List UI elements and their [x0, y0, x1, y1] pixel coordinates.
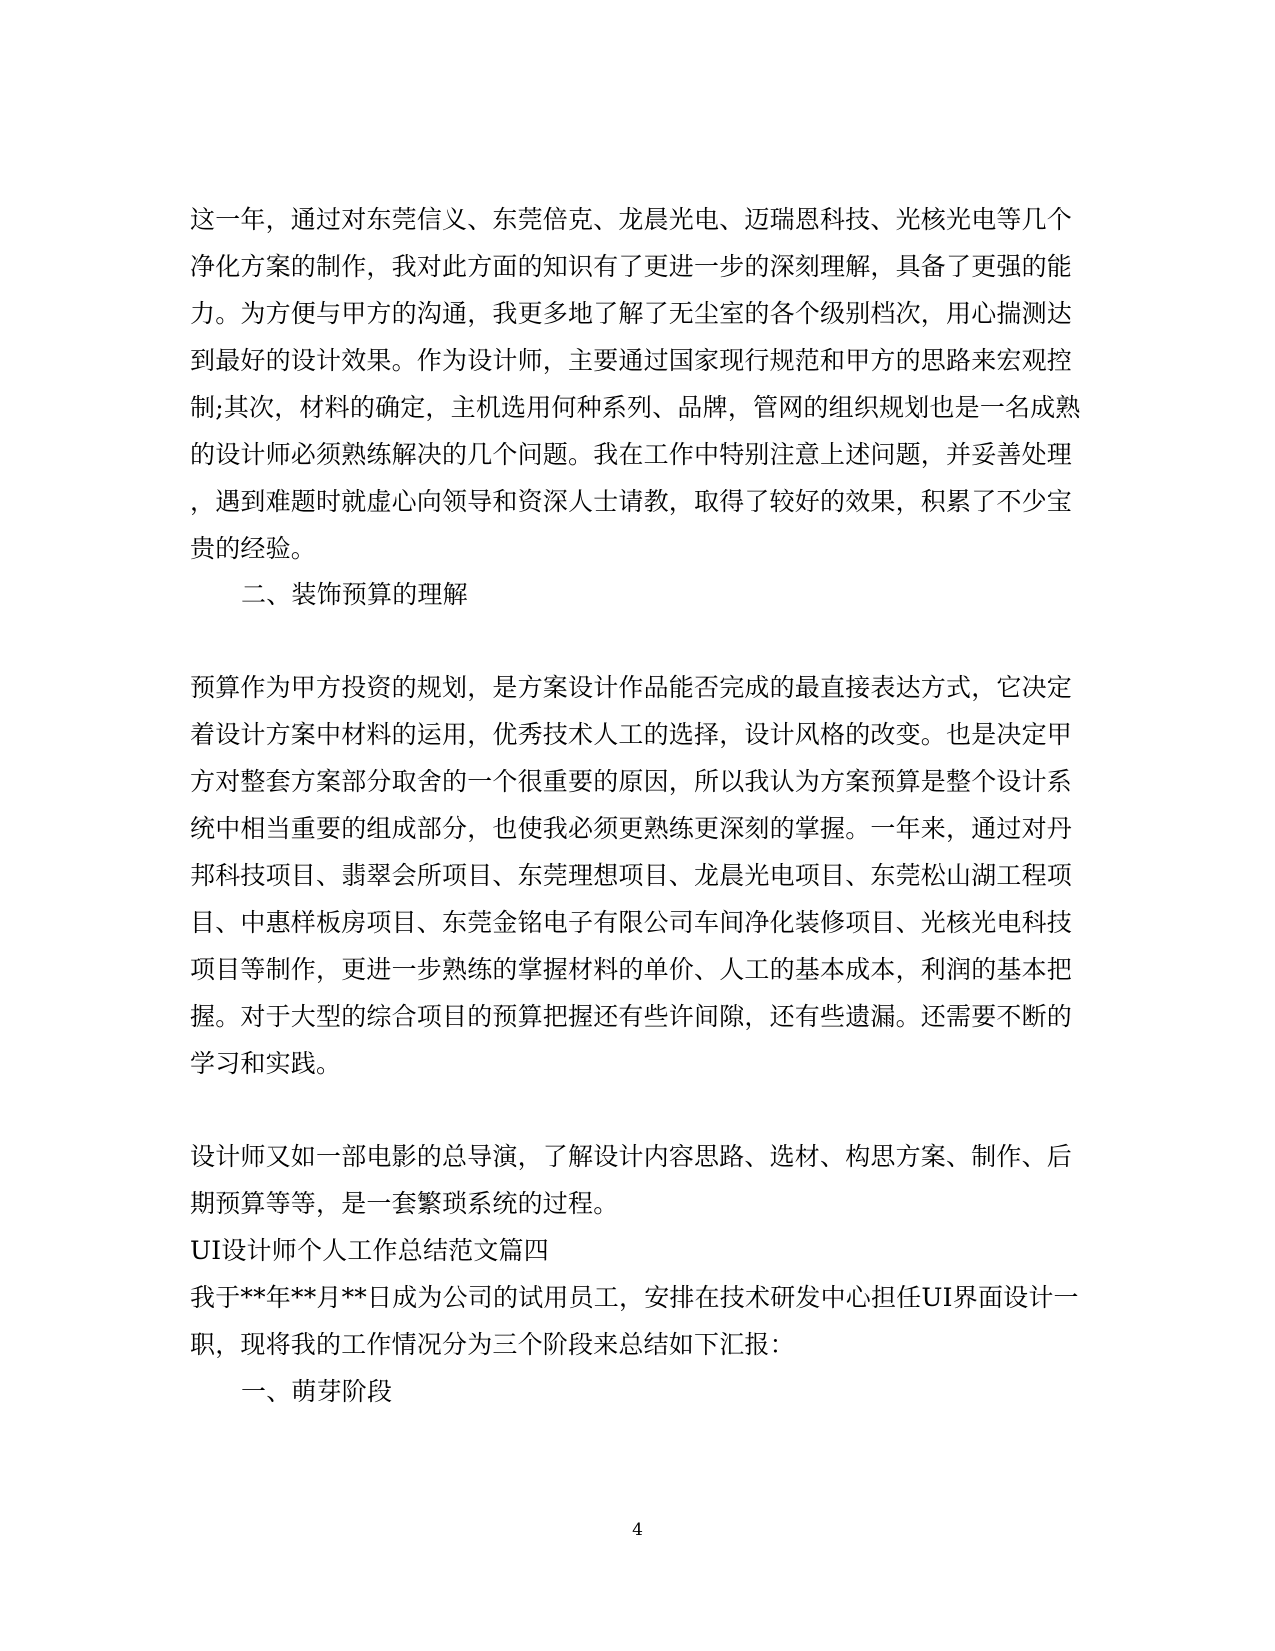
paragraph-2-line: 统中相当重要的组成部分，也使我必须更熟练更深刻的掌握。一年来，通过对丹: [190, 814, 1073, 843]
paragraph-3-line: 设计师又如一部电影的总导演，了解设计内容思路、选材、构思方案、制作、后: [190, 1142, 1073, 1171]
paragraph-1-line: 这一年，通过对东莞信义、东莞倍克、龙晨光电、迈瑞恩科技、光核光电等几个: [190, 205, 1073, 234]
paragraph-2-line: 握。对于大型的综合项目的预算把握还有些许间隙，还有些遗漏。还需要不断的: [190, 1002, 1073, 1031]
paragraph-1-line: 净化方案的制作，我对此方面的知识有了更进一步的深刻理解，具备了更强的能: [190, 252, 1073, 281]
paragraph-2-line: 学习和实践。: [190, 1049, 342, 1078]
paragraph-2-line: 目、中惠样板房项目、东莞金铭电子有限公司车间净化装修项目、光核光电科技: [190, 908, 1073, 937]
paragraph-2-line: 邦科技项目、翡翠会所项目、东莞理想项目、龙晨光电项目、东莞松山湖工程项: [190, 861, 1073, 890]
paragraph-1-line: 贵的经验。: [190, 534, 317, 563]
page-number: 4: [632, 1520, 643, 1540]
paragraph-1-line: ，遇到难题时就虚心向领导和资深人士请教，取得了较好的效果，积累了不少宝: [190, 487, 1073, 516]
paragraph-4-line: 职，现将我的工作情况分为三个阶段来总结如下汇报：: [190, 1330, 795, 1359]
paragraph-1-line: 的设计师必须熟练解决的几个问题。我在工作中特别注意上述问题，并妥善处理: [190, 440, 1073, 469]
paragraph-2-line: 项目等制作，更进一步熟练的掌握材料的单价、人工的基本成本，利润的基本把: [190, 955, 1073, 984]
paragraph-1-line: 到最好的设计效果。作为设计师，主要通过国家现行规范和甲方的思路来宏观控: [190, 346, 1073, 375]
section-heading: 二、装饰预算的理解: [241, 580, 468, 609]
paragraph-2-line: 预算作为甲方投资的规划，是方案设计作品能否完成的最直接表达方式，它决定: [190, 673, 1073, 702]
paragraph-3-line: 期预算等等，是一套繁琐系统的过程。: [190, 1189, 619, 1218]
section-heading: 一、萌芽阶段: [241, 1377, 393, 1406]
section-title: UI设计师个人工作总结范文篇四: [190, 1236, 549, 1265]
paragraph-2-line: 方对整套方案部分取舍的一个很重要的原因，所以我认为方案预算是整个设计系: [190, 767, 1073, 796]
paragraph-4-line: 我于**年**月**日成为公司的试用员工，安排在技术研发中心担任UI界面设计一: [190, 1283, 1079, 1312]
paragraph-1-line: 制;其次，材料的确定，主机选用何种系列、品牌，管网的组织规划也是一名成熟: [190, 393, 1081, 422]
paragraph-1-line: 力。为方便与甲方的沟通，我更多地了解了无尘室的各个级别档次，用心揣测达: [190, 299, 1073, 328]
paragraph-2-line: 着设计方案中材料的运用，优秀技术人工的选择，设计风格的改变。也是决定甲: [190, 720, 1073, 749]
